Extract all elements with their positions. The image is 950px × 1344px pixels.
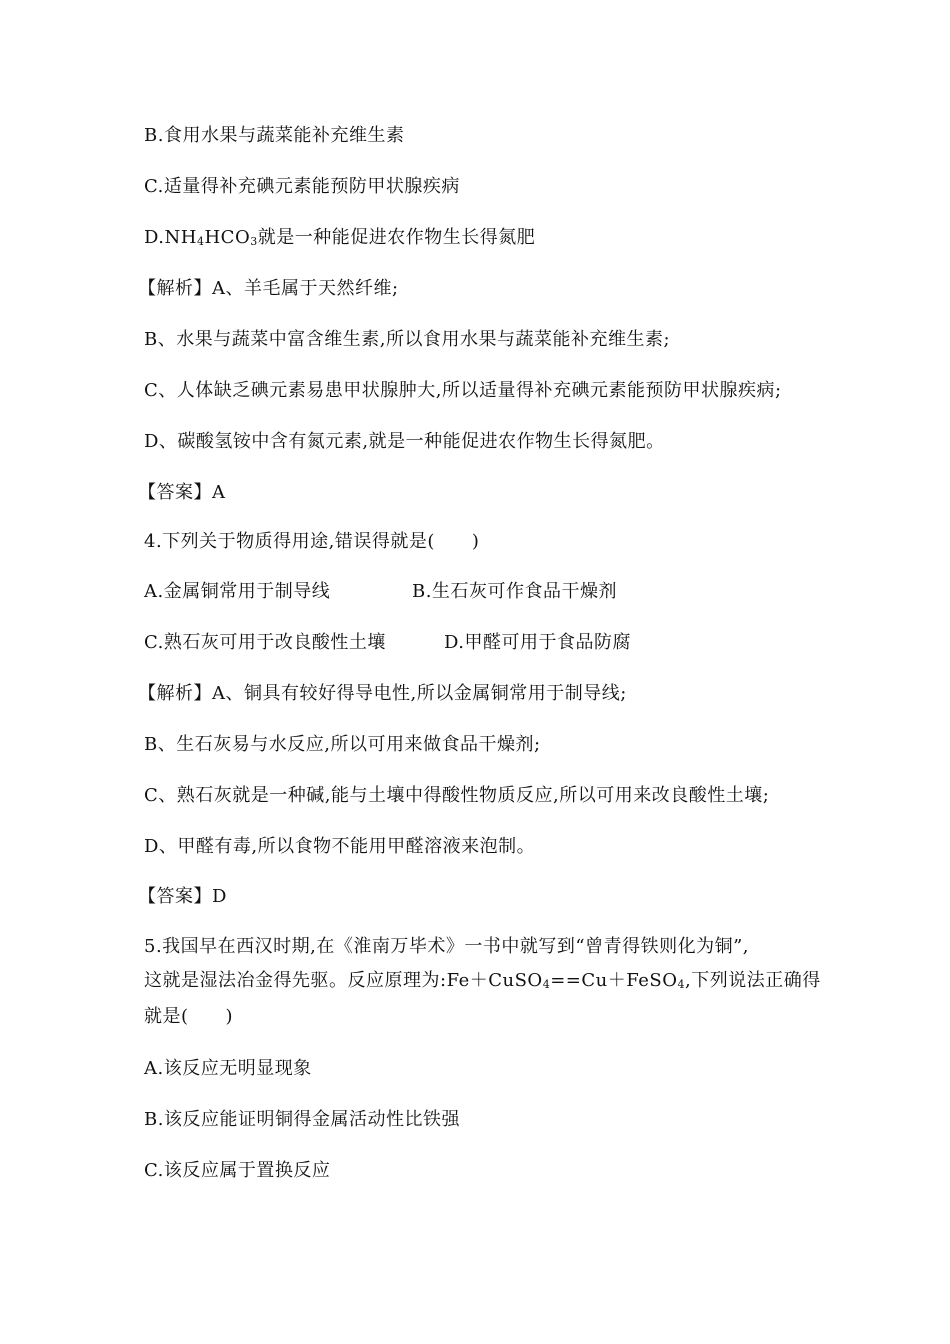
q3-option-b: B.食用水果与蔬菜能补充维生素 bbox=[144, 125, 405, 146]
q3-answer: 【答案】A bbox=[138, 482, 226, 503]
q4-analysis-d: D、甲醛有毒,所以食物不能用甲醛溶液来泡制。 bbox=[144, 836, 536, 857]
q5-question-line-1: 5.我国早在西汉时期,在《淮南万毕术》一书中就写到“曾青得铁则化为铜”, bbox=[144, 936, 750, 957]
q5-option-b: B.该反应能证明铜得金属活动性比铁强 bbox=[144, 1109, 460, 1130]
q4-option-a: A.金属铜常用于制导线 bbox=[144, 581, 331, 602]
q4-question: 4.下列关于物质得用途,错误得就是( ) bbox=[144, 531, 480, 552]
q4-option-b: B.生石灰可作食品干燥剂 bbox=[412, 581, 617, 602]
q3-analysis-d: D、碳酸氢铵中含有氮元素,就是一种能促进农作物生长得氮肥。 bbox=[144, 431, 665, 452]
q4-analysis-a: 【解析】A、铜具有较好得导电性,所以金属铜常用于制导线; bbox=[138, 683, 627, 704]
q4-analysis-b: B、生石灰易与水反应,所以可用来做食品干燥剂; bbox=[144, 734, 541, 755]
q5-option-c: C.该反应属于置换反应 bbox=[144, 1160, 331, 1181]
q3-option-c: C.适量得补充碘元素能预防甲状腺疾病 bbox=[144, 176, 460, 197]
q3-analysis-b: B、水果与蔬菜中富含维生素,所以食用水果与蔬菜能补充维生素; bbox=[144, 329, 671, 350]
q3-option-d: $D.NH_4HCO_3$就是一种能促进农作物生长得氮肥 bbox=[144, 227, 536, 248]
q4-options-row-2 bbox=[144, 631, 632, 655]
q5-question-line-3: 就是( ) bbox=[144, 1006, 234, 1027]
q4-option-c: C.熟石灰可用于改良酸性土壤 bbox=[144, 632, 386, 653]
q4-options-row-1 bbox=[144, 580, 617, 604]
q5-question-line-2: 这就是湿法冶金得先驱。反应原理为:Fe＋CuSO$_4$==Cu＋FeSO$_4$,下列说法正确得 bbox=[144, 970, 821, 991]
q4-option-d: D.甲醛可用于食品防腐 bbox=[444, 632, 632, 653]
q4-answer: 【答案】D bbox=[138, 886, 227, 907]
q3-analysis-a: 【解析】A、羊毛属于天然纤维; bbox=[138, 278, 399, 299]
q3-analysis-c: C、人体缺乏碘元素易患甲状腺肿大,所以适量得补充碘元素能预防甲状腺疾病; bbox=[144, 380, 782, 401]
q5-option-a: A.该反应无明显现象 bbox=[144, 1058, 312, 1079]
q4-analysis-c: C、熟石灰就是一种碱,能与土壤中得酸性物质反应,所以可用来改良酸性土壤; bbox=[144, 785, 770, 806]
